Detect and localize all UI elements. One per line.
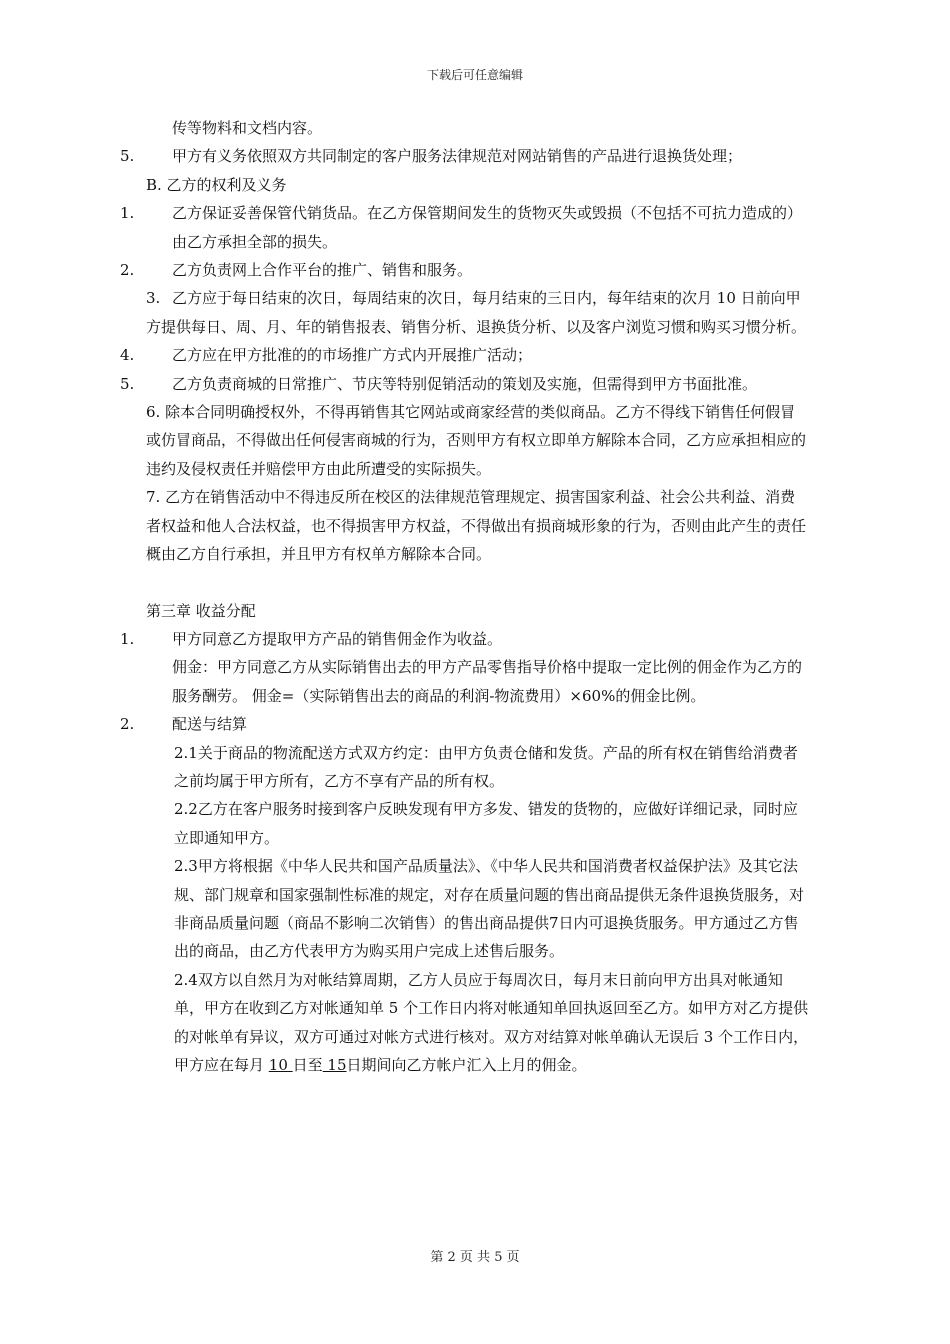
clause-text: 乙方在销售活动中不得违反所在校区的法律规范管理规定、损害国家利益、社会公共利益、消费者权益和他人合法权益，也不得损害甲方权益，不得做出有损商城形象的行为，否则由此产生的责任概由乙方自行承担，并且甲方有权单方解除本合同。 (146, 488, 807, 564)
clause-number: 1. (120, 629, 135, 648)
sub-clause-2-1: 2.1关于商品的物流配送方式双方约定：由甲方负责仓储和发货。产品的所有权在销售给消费者之前均属于甲方所有，乙方不享有产品的所有权。 (174, 743, 798, 790)
clause-text: 甲方有义务依照双方共同制定的客户服务法律规范对网站销售的产品进行退换货处理； (172, 147, 743, 166)
day-from-blank: 10 (268, 1056, 293, 1074)
clause-b4 (120, 341, 810, 369)
sub-clause-text: 日至 (292, 1056, 323, 1074)
document-body (120, 114, 810, 1079)
clause-b1 (120, 199, 810, 256)
day-to-blank: 15 (322, 1056, 347, 1074)
sub-clause-text: 2.4双方以自然月为对帐结算周期，乙方人员应于每周次日，每月末日前向甲方出具对帐通知单，甲方在收到乙方对帐通知单 5 个工作日内将对帐通知单回执返回至乙方。如甲方对乙方提供的对帐单有异议，双方可通过对帐方式进行核对。双方对结算对帐单确认无误后 3 个工作日内，甲方应在每月 (174, 970, 809, 1074)
clause-text: 乙方应在甲方批准的的市场推广方式内开展推广活动； (172, 346, 533, 365)
page-footer: 第 2 页 共 5 页 (430, 1250, 520, 1265)
clause-b3 (146, 284, 810, 341)
clause-number: 6. (146, 403, 161, 422)
commission-paragraph: 佣金：甲方同意乙方从实际销售出去的甲方产品零售指导价格中提取一定比例的佣金作为乙方的服务酬劳。 佣金=（实际销售出去的商品的利润-物流费用）×60%的佣金比例。 (172, 658, 803, 705)
page-header: 下载后可任意编辑 (426, 68, 523, 82)
clause-number: 4. (120, 346, 135, 365)
clause-a5 (120, 142, 810, 170)
clause-number: 1. (120, 204, 135, 223)
clause-c2 (120, 710, 810, 738)
clause-b6 (146, 398, 810, 483)
paragraph-gap (146, 569, 810, 597)
clause-number: 5. (120, 147, 135, 166)
clause-number: 2. (120, 261, 135, 280)
sub-clause-2-2: 2.2乙方在客户服务时接到客户反映发现有甲方多发、错发的货物的，应做好详细记录，同时应立即通知甲方。 (174, 800, 798, 847)
clause-c1 (120, 625, 810, 653)
sub-clause-2-4 (146, 966, 810, 1080)
sub-clause-2-3: 2.3甲方将根据《中华人民共和国产品质量法》、《中华人民共和国消费者权益保护法》及其它法规、部门规章和国家强制性标准的规定，对存在质量问题的售出商品提供无条件退换货服务，对非商品质量问题（商品不影响二次销售）的售出商品提供7日内可退换货服务。甲方通过乙方售出的商品，由乙方代表甲方为购买用户完成上述售后服务。 (174, 857, 805, 961)
clause-text: 甲方同意乙方提取甲方产品的销售佣金作为收益。 (172, 629, 503, 648)
clause-b7 (146, 483, 810, 568)
clause-text: 乙方负责商城的日常推广、节庆等特别促销活动的策划及实施，但需得到甲方书面批准。 (172, 374, 758, 393)
chapter-title: 第三章 收益分配 (146, 601, 256, 620)
continued-line: 传等物料和文档内容。 (172, 119, 323, 137)
clause-text: 配送与结算 (172, 715, 248, 734)
clause-number: 7. (146, 488, 161, 507)
clause-b2 (120, 256, 810, 284)
section-b-title: B. 乙方的权利及义务 (146, 175, 287, 194)
clause-number: 5. (120, 374, 135, 393)
clause-text: 除本合同明确授权外，不得再销售其它网站或商家经营的类似商品。乙方不得线下销售任何假冒或仿冒商品，不得做出任何侵害商城的行为，否则甲方有权立即单方解除本合同，乙方应承担相应的违约及侵权责任并赔偿甲方由此所遭受的实际损失。 (146, 403, 807, 478)
clause-text: 乙方保证妥善保管代销货品。在乙方保管期间发生的货物灭失或毁损（不包括不可抗力造成的）由乙方承担全部的损失。 (172, 204, 803, 251)
sub-clause-text: 日期间向乙方帐户汇入上月的佣金。 (346, 1056, 587, 1074)
clause-b5 (120, 370, 810, 398)
clause-text: 乙方应于每日结束的次日，每周结束的次日，每月结束的三日内，每年结束的次月 10 日前向甲方提供每日、周、月、年的销售报表、销售分析、退换货分析、以及客户浏览习惯和购买习惯分析。 (146, 289, 807, 336)
clause-number: 3. (146, 289, 161, 308)
clause-number: 2. (120, 715, 135, 734)
clause-text: 乙方负责网上合作平台的推广、销售和服务。 (172, 261, 473, 280)
